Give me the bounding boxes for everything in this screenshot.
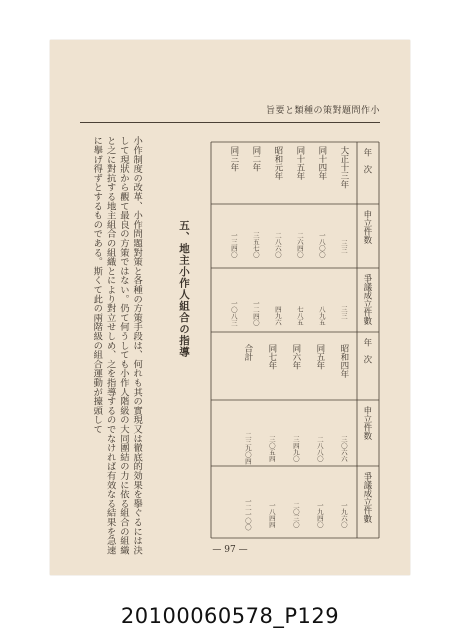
table-cell: 四九六 (273, 306, 282, 326)
table-cell: 二六四〇 (295, 232, 304, 258)
table-cell: 一八〇〇 (317, 232, 326, 258)
table-cell: 二八八〇 (315, 436, 324, 462)
col-label-year-left: 年 次 (361, 338, 372, 364)
image-caption: 20100060578_P129 (120, 604, 340, 628)
col-label-settled-left: 爭議成立件數 (361, 472, 372, 523)
table-cell: 同六年 (290, 344, 301, 370)
col-label-settled-right: 爭議成立件數 (361, 274, 372, 325)
table-cell: 三四九〇 (291, 436, 300, 462)
table-cell: 三〇六六 (339, 436, 348, 462)
body-text (90, 136, 143, 556)
table-cell: 三三 (339, 306, 348, 319)
table-cell: 一九四〇 (315, 502, 324, 528)
table-cell: 同五年 (314, 344, 325, 370)
table-cell: 大正十三年 (338, 146, 349, 189)
page-number: — 97 — (212, 545, 248, 555)
table-cell: 同七年 (266, 344, 277, 370)
running-header (80, 100, 380, 124)
col-label-mediation-left: 申立件数 (361, 406, 372, 440)
body-paragraph: 小作制度の改革、小作問題對策と各種の方策手段は、何れも其の實現又は徹底的効果を擧ぐるには決して現狀から觀て最良の方策ではない。仍て何うしても小作人階級の大同團結の力に依る組合の組織と之に對抗する地主組合の組織とにより對立せしめ、之を指導するのでなければ有效なる結果を急速に擧げ得ずとするものである。斯くて此の兩階級の組合運動が擡頭して (91, 136, 143, 555)
table-cell: 三三 (339, 240, 348, 253)
statistics-table (210, 140, 380, 540)
table-cell: 八九五 (317, 306, 326, 326)
table-cell: 昭和元年 (272, 146, 283, 180)
table-cell: 昭和四年 (338, 344, 349, 378)
table-cell: 同十四年 (316, 146, 327, 180)
table-cell: 一八四四 (267, 502, 276, 528)
table-cell: 一三四〇 (229, 232, 238, 258)
table-cell: 二八六〇 (273, 232, 282, 258)
table-cell: 一九六〇 (339, 502, 348, 528)
table-cell: 一二四〇 (251, 300, 260, 326)
table-cell: 七八五 (295, 306, 304, 326)
header-rule (80, 122, 380, 123)
table-cell: 同十五年 (294, 146, 305, 180)
table-cell: 合計 (242, 344, 253, 361)
table-cell: 同二年 (250, 146, 261, 172)
table-cell: 二三九〇四 (243, 432, 252, 465)
col-label-mediation-right: 申立件数 (361, 210, 372, 244)
table-cell: 一二一〇〇 (243, 498, 252, 531)
table-cell: 三〇五四 (267, 436, 276, 462)
table-cell: 二〇三〇 (291, 502, 300, 528)
section-title: 五、地主小作人組合の指導 (178, 220, 190, 358)
table-grid (210, 140, 380, 540)
table-cell: 同三年 (228, 146, 239, 172)
header-title: 小作問題對策の種類と要旨 (265, 106, 380, 116)
col-label-year-right: 年 次 (361, 148, 372, 174)
table-cell: 一〇八三 (229, 300, 238, 326)
table-cell: 三五七〇 (251, 232, 260, 258)
